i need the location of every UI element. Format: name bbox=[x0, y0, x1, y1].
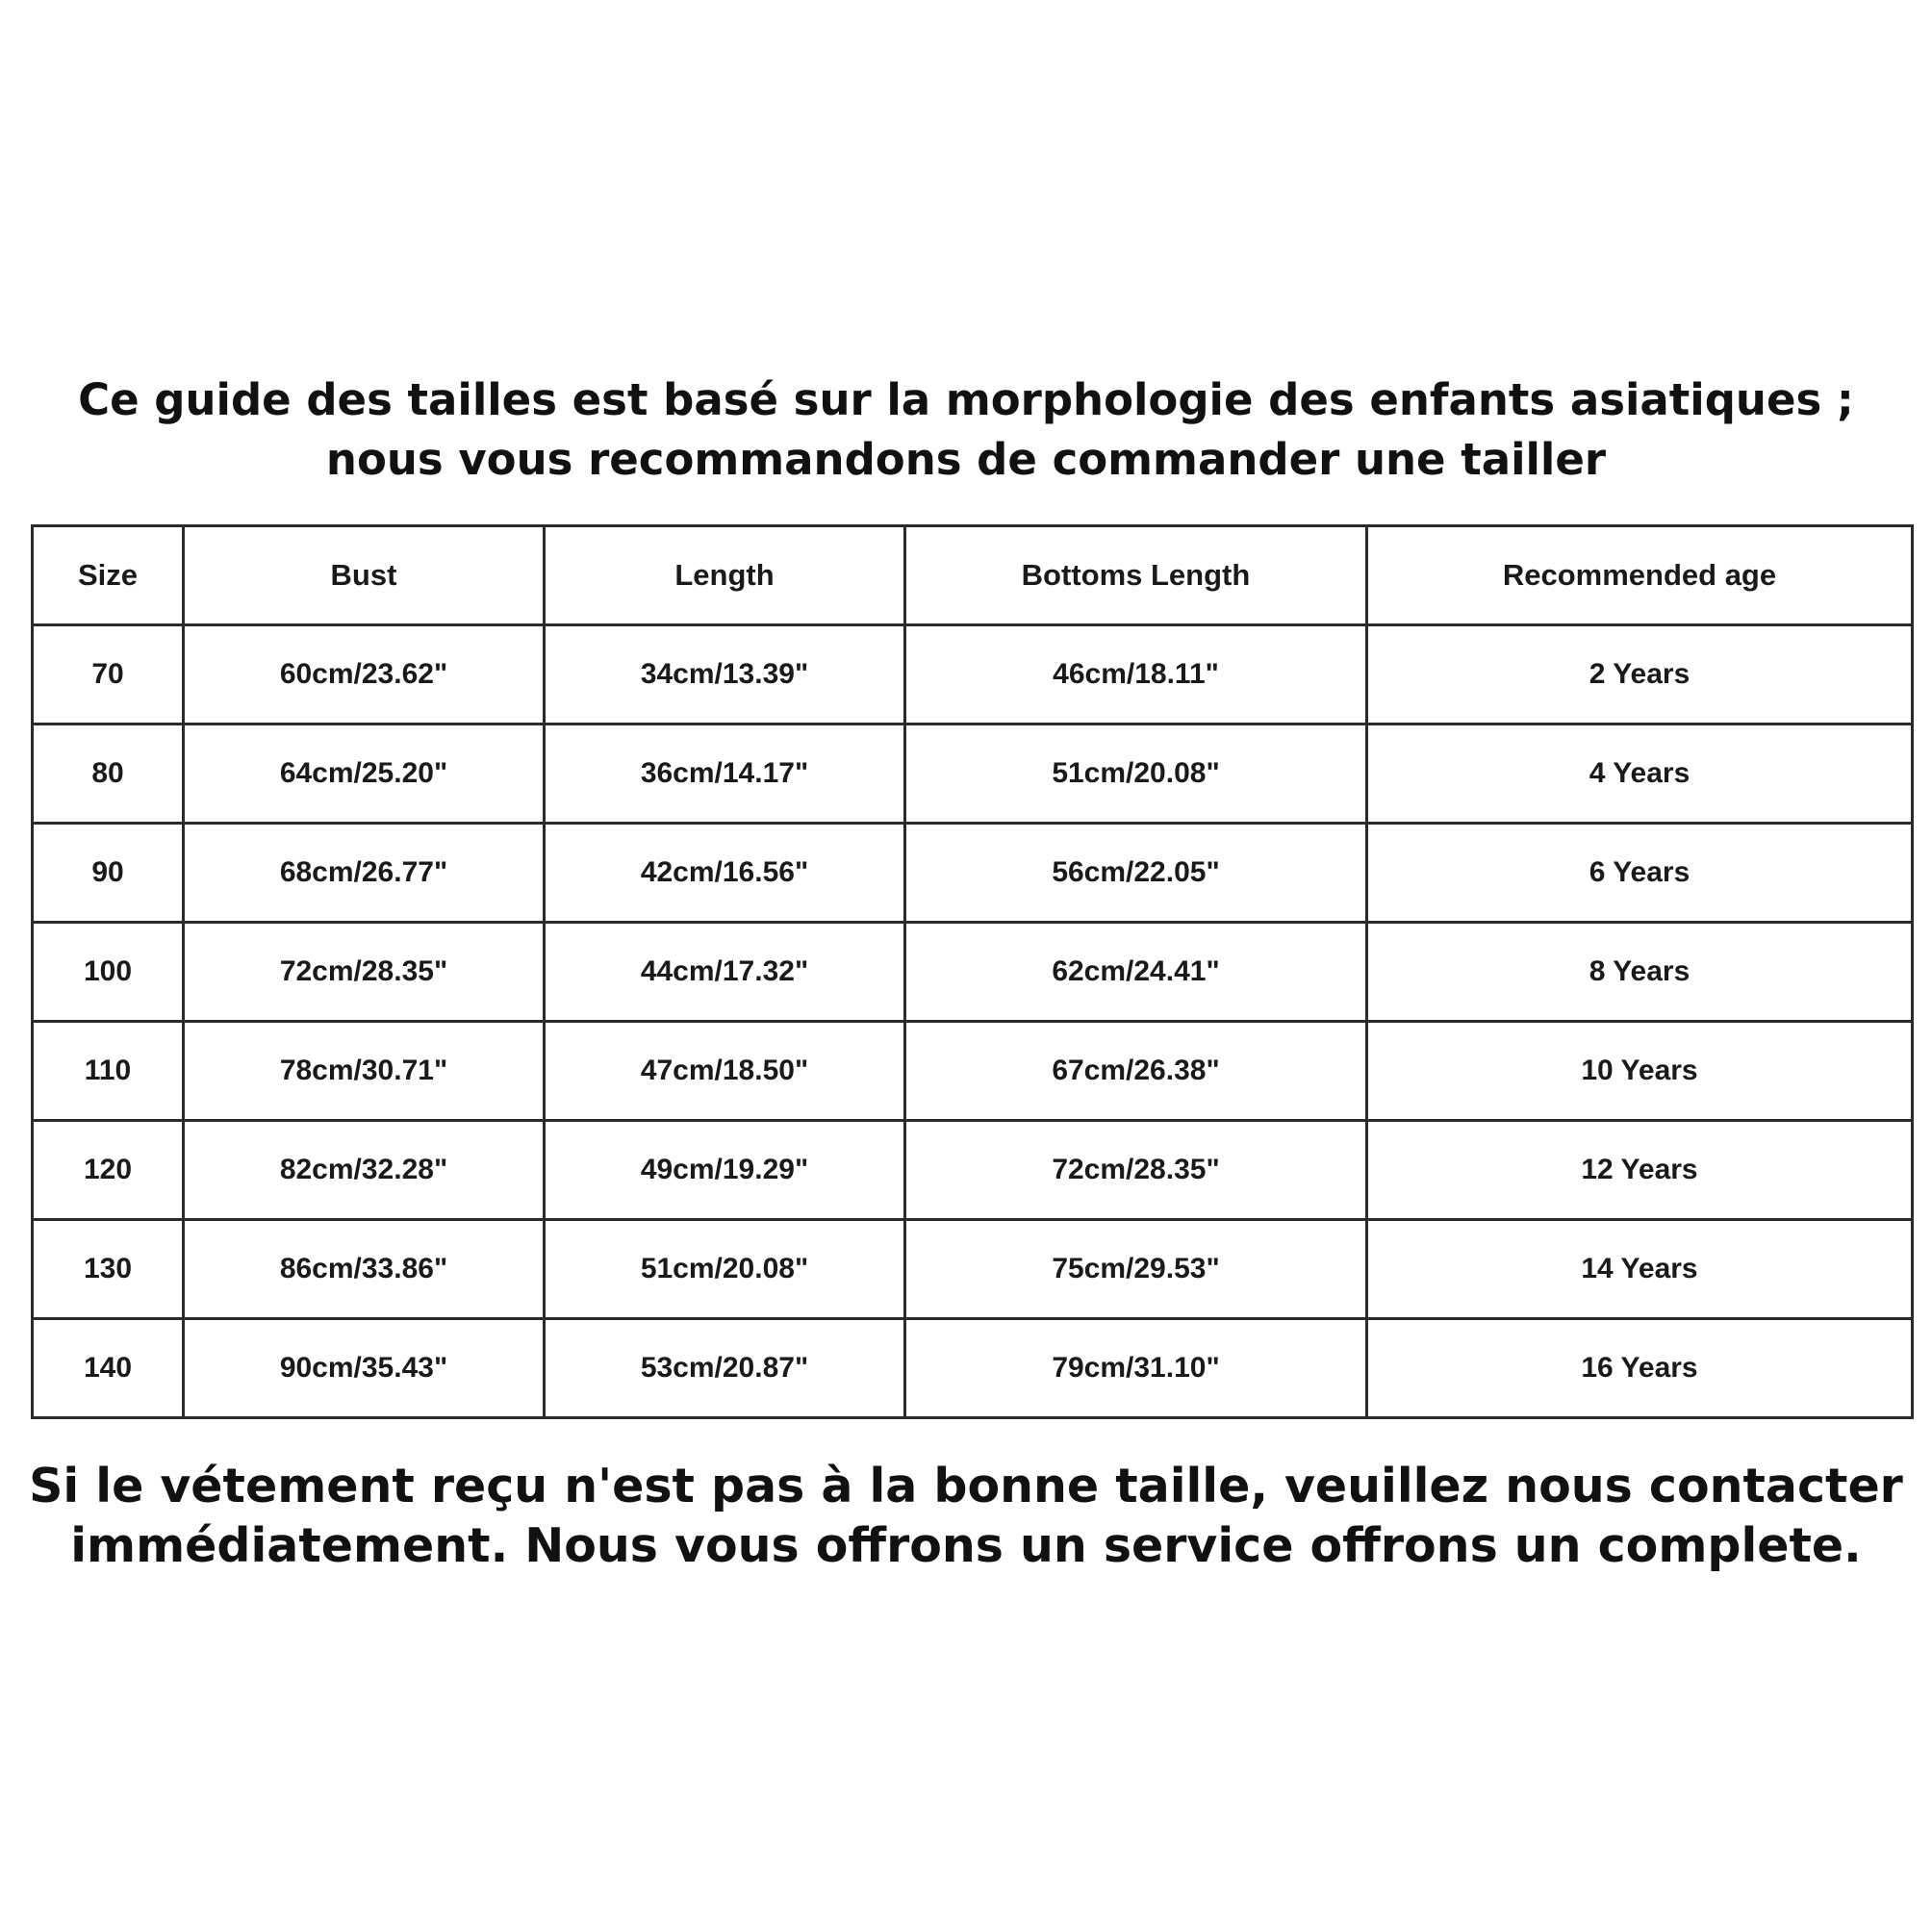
cell-size: 70 bbox=[33, 625, 184, 724]
outro-line-2: immédiatement. Nous vous offrons un service offrons un complete. bbox=[70, 1518, 1862, 1573]
outro-text bbox=[0, 1457, 1932, 1576]
cell-size: 130 bbox=[33, 1220, 184, 1319]
cell-bust: 68cm/26.77" bbox=[184, 824, 545, 923]
cell-bottoms-length: 51cm/20.08" bbox=[905, 724, 1367, 824]
table-row bbox=[33, 824, 1913, 923]
cell-length: 34cm/13.39" bbox=[545, 625, 905, 724]
cell-length: 49cm/19.29" bbox=[545, 1121, 905, 1220]
header-bottoms-length: Bottoms Length bbox=[905, 526, 1367, 625]
cell-recommended-age: 2 Years bbox=[1367, 625, 1913, 724]
cell-bottoms-length: 56cm/22.05" bbox=[905, 824, 1367, 923]
cell-size: 90 bbox=[33, 824, 184, 923]
cell-recommended-age: 10 Years bbox=[1367, 1022, 1913, 1121]
cell-length: 53cm/20.87" bbox=[545, 1319, 905, 1418]
table-row bbox=[33, 923, 1913, 1022]
cell-recommended-age: 14 Years bbox=[1367, 1220, 1913, 1319]
size-chart-table bbox=[31, 524, 1914, 1419]
cell-bust: 82cm/32.28" bbox=[184, 1121, 545, 1220]
intro-line-1: Ce guide des tailles est basé sur la morphologie des enfants asiatiques ; bbox=[78, 374, 1854, 425]
cell-bottoms-length: 67cm/26.38" bbox=[905, 1022, 1367, 1121]
header-bust: Bust bbox=[184, 526, 545, 625]
header-length: Length bbox=[545, 526, 905, 625]
header-recommended-age: Recommended age bbox=[1367, 526, 1913, 625]
cell-recommended-age: 6 Years bbox=[1367, 824, 1913, 923]
cell-size: 80 bbox=[33, 724, 184, 824]
cell-length: 42cm/16.56" bbox=[545, 824, 905, 923]
table-row bbox=[33, 1121, 1913, 1220]
cell-length: 47cm/18.50" bbox=[545, 1022, 905, 1121]
cell-bottoms-length: 46cm/18.11" bbox=[905, 625, 1367, 724]
table-row bbox=[33, 1319, 1913, 1418]
table-row bbox=[33, 1022, 1913, 1121]
cell-bottoms-length: 62cm/24.41" bbox=[905, 923, 1367, 1022]
intro-text bbox=[0, 370, 1932, 490]
cell-bust: 78cm/30.71" bbox=[184, 1022, 545, 1121]
cell-recommended-age: 12 Years bbox=[1367, 1121, 1913, 1220]
intro-line-2: nous vous recommandons de commander une tailler bbox=[325, 434, 1607, 485]
cell-bust: 72cm/28.35" bbox=[184, 923, 545, 1022]
cell-recommended-age: 8 Years bbox=[1367, 923, 1913, 1022]
cell-bust: 90cm/35.43" bbox=[184, 1319, 545, 1418]
cell-bottoms-length: 72cm/28.35" bbox=[905, 1121, 1367, 1220]
cell-size: 100 bbox=[33, 923, 184, 1022]
cell-size: 110 bbox=[33, 1022, 184, 1121]
cell-size: 120 bbox=[33, 1121, 184, 1220]
header-size: Size bbox=[33, 526, 184, 625]
cell-bottoms-length: 79cm/31.10" bbox=[905, 1319, 1367, 1418]
table-header-row bbox=[33, 526, 1913, 625]
cell-length: 36cm/14.17" bbox=[545, 724, 905, 824]
table-row bbox=[33, 625, 1913, 724]
cell-bust: 86cm/33.86" bbox=[184, 1220, 545, 1319]
table-row bbox=[33, 1220, 1913, 1319]
cell-length: 44cm/17.32" bbox=[545, 923, 905, 1022]
outro-line-1: Si le vétement reçu n'est pas à la bonne taille, veuillez nous contacter bbox=[29, 1459, 1903, 1513]
cell-bottoms-length: 75cm/29.53" bbox=[905, 1220, 1367, 1319]
cell-bust: 60cm/23.62" bbox=[184, 625, 545, 724]
cell-recommended-age: 16 Years bbox=[1367, 1319, 1913, 1418]
cell-length: 51cm/20.08" bbox=[545, 1220, 905, 1319]
cell-size: 140 bbox=[33, 1319, 184, 1418]
table-row bbox=[33, 724, 1913, 824]
cell-bust: 64cm/25.20" bbox=[184, 724, 545, 824]
cell-recommended-age: 4 Years bbox=[1367, 724, 1913, 824]
